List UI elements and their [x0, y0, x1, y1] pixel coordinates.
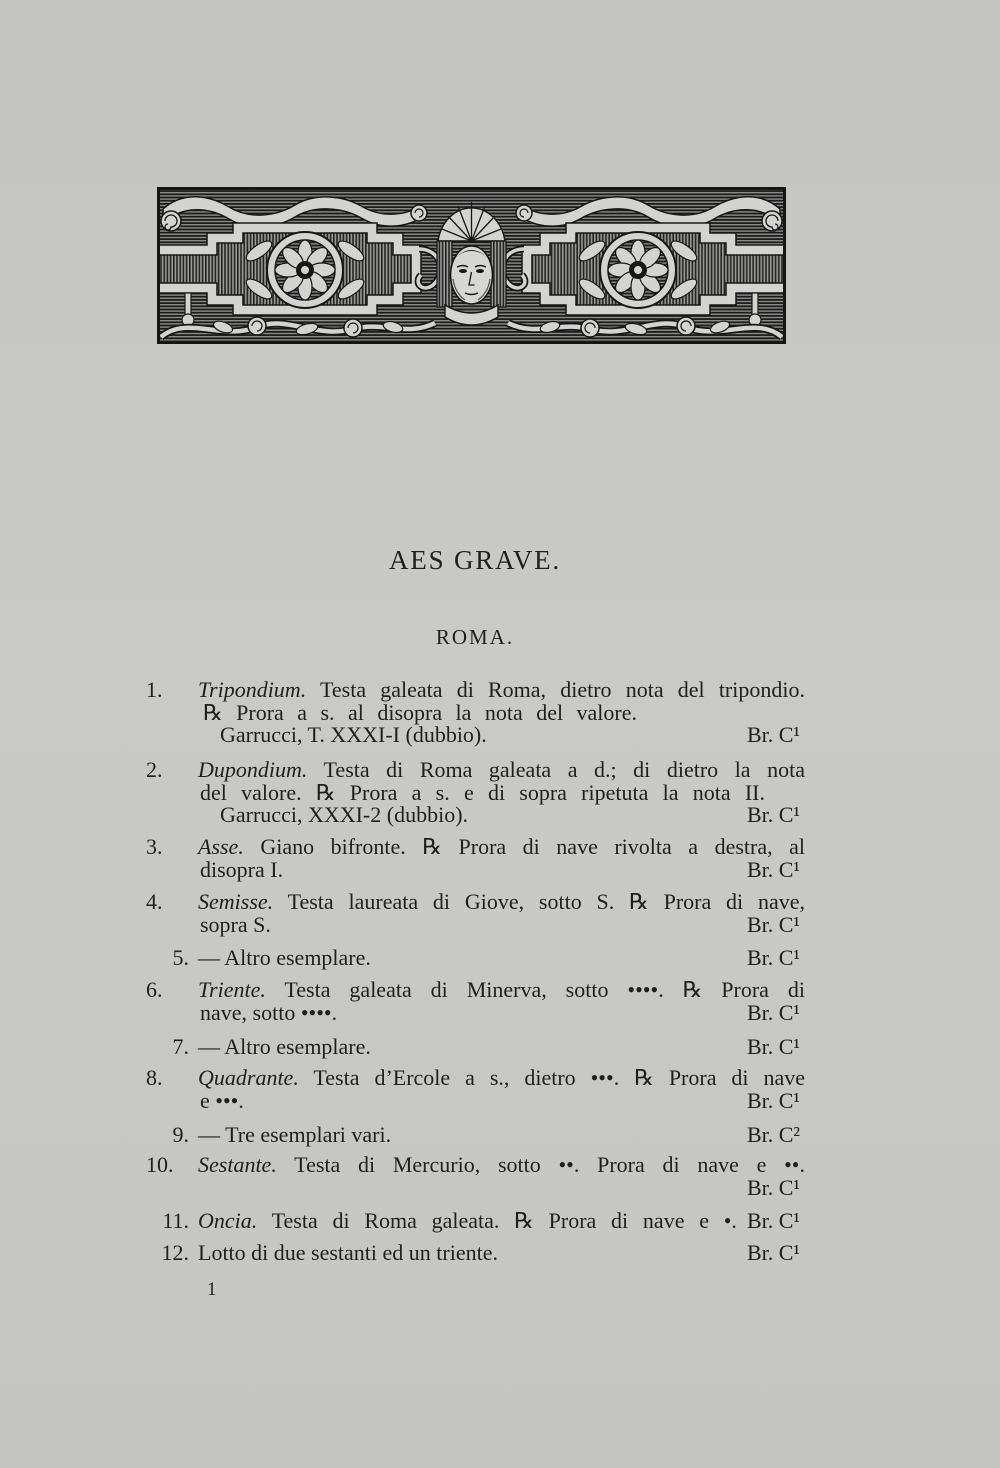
entry-text-line: [198, 1035, 371, 1058]
entry-text: Testa di Mercurio, sotto ••. Prora di nave e ••.: [294, 1152, 805, 1177]
catalogue-reference: Br. C¹: [746, 912, 800, 937]
denomination-title: Triente.: [198, 977, 266, 1002]
entry-text: ℞ Prora a s. al disopra la nota del valore.: [203, 700, 637, 725]
entry-line: [146, 889, 805, 914]
entry-number: 8.: [146, 1065, 163, 1090]
entry-text-line: [198, 1241, 498, 1264]
entry-number: 4.: [146, 889, 163, 914]
entry-number: 3.: [146, 834, 163, 859]
entry-line: [203, 701, 637, 724]
entry-text: — Tre esemplari vari.: [198, 1122, 392, 1147]
entry-line: [198, 1176, 800, 1199]
entry-number: 10.: [146, 1152, 174, 1177]
catalogue-reference: Br. C¹: [746, 1034, 800, 1059]
signature-mark: 1: [207, 1279, 217, 1300]
entry-text-line: [198, 834, 805, 859]
entry-text: Testa di Roma galeata a d.; di dietro la nota: [323, 757, 805, 782]
entry-number: 11.: [162, 1208, 189, 1233]
entry-line: [200, 1089, 800, 1112]
entry-text-line: [198, 1065, 805, 1090]
entry-text-line: [220, 803, 468, 826]
entry-number: 9.: [172, 1122, 189, 1147]
catalogue-reference: Br. C¹: [746, 945, 800, 970]
entry-number: 5.: [172, 945, 189, 970]
entry-line: [172, 1122, 800, 1147]
catalogue-reference: Br. C²: [746, 1122, 800, 1147]
catalogue-reference: Br. C¹: [746, 1000, 800, 1025]
denomination-title: Quadrante.: [198, 1065, 299, 1090]
denomination-title: Oncia.: [198, 1208, 258, 1233]
entry-text-line: [198, 889, 805, 914]
entry-text-line: [198, 677, 805, 702]
entry-text-line: [200, 1001, 337, 1024]
entry-text: Testa di Roma galeata. ℞ Prora di nave e •.: [271, 1208, 737, 1233]
entry-line: [146, 834, 805, 859]
entry-text-line: [198, 946, 371, 969]
entry-text: Testa galeata di Minerva, sotto ••••. ℞ Prora di: [284, 977, 805, 1002]
entry-text-line: [198, 1209, 737, 1232]
subsection-title: ROMA.: [435, 625, 515, 649]
entry-number: 2.: [146, 757, 163, 782]
entry-line: [146, 1152, 805, 1177]
entry-number: 1.: [146, 677, 163, 702]
entry-line: [200, 913, 800, 936]
entry-text: Giano bifronte. ℞ Prora di nave rivolta a destra, al: [260, 834, 805, 859]
entry-line: [172, 945, 800, 970]
entry-line: [200, 1001, 800, 1024]
denomination-title: Asse.: [198, 834, 244, 859]
entry-text-line: [220, 723, 487, 746]
ornamental-headpiece: [157, 187, 786, 344]
entry-text-line: [198, 757, 805, 782]
catalogue-reference: Br. C¹: [746, 1088, 800, 1113]
entry-line: [146, 1065, 806, 1090]
entry-text: Testa d’Ercole a s., dietro •••. ℞ Prora di nave: [313, 1065, 806, 1090]
entry-text: — Altro esemplare.: [198, 945, 371, 970]
denomination-title: Tripondium.: [198, 677, 307, 702]
entry-text-line: [200, 913, 271, 936]
entry-text: Testa laureata di Giove, sotto S. ℞ Prora di nave,: [287, 889, 805, 914]
catalogue-reference: Br. C¹: [746, 802, 800, 827]
denomination-title: Dupondium.: [198, 757, 308, 782]
entry-line: [146, 757, 805, 782]
entry-text: Lotto di due sestanti ed un triente.: [198, 1240, 498, 1265]
catalogue-reference: Br. C¹: [746, 1175, 800, 1200]
entry-line: [220, 723, 800, 746]
entry-number: 6.: [146, 977, 163, 1002]
entry-text: Garrucci, T. XXXI-I (dubbio).: [220, 722, 487, 747]
entry-text: Testa galeata di Roma, dietro nota del tripondio.: [319, 677, 805, 702]
entry-text: del valore. ℞ Prora a s. e di sopra ripetuta la nota II.: [200, 780, 765, 805]
catalogue-reference: Br. C¹: [746, 857, 800, 882]
entry-line: [161, 1240, 800, 1265]
entry-line: [172, 1034, 800, 1059]
denomination-title: Semisse.: [198, 889, 274, 914]
catalogue-reference: Br. C¹: [746, 1240, 800, 1265]
entry-text-line: [198, 1152, 805, 1177]
entry-line: [200, 781, 765, 804]
catalogue-reference: Br. C¹: [746, 722, 800, 747]
entry-text-line: [198, 1123, 391, 1146]
entry-line: [146, 677, 805, 702]
entry-line: [200, 858, 800, 881]
catalogue-reference: Br. C¹: [746, 1208, 800, 1233]
entry-text: e •••.: [200, 1088, 244, 1113]
entry-text-line: [200, 858, 283, 881]
entry-line: [146, 977, 805, 1002]
entry-text: nave, sotto ••••.: [200, 1000, 338, 1025]
entry-number: 12.: [161, 1240, 189, 1265]
entry-line: [162, 1208, 800, 1233]
section-title: AES GRAVE.: [388, 545, 562, 575]
entry-line: [220, 803, 800, 826]
entry-number: 7.: [172, 1034, 189, 1059]
denomination-title: Sestante.: [198, 1152, 277, 1177]
entry-text: — Altro esemplare.: [198, 1034, 371, 1059]
entry-text: Garrucci, XXXI-2 (dubbio).: [220, 802, 469, 827]
entry-text: disopra I.: [200, 857, 284, 882]
entry-text-line: [200, 1089, 244, 1112]
entry-text: sopra S.: [200, 912, 271, 937]
entry-text-line: [198, 977, 805, 1002]
